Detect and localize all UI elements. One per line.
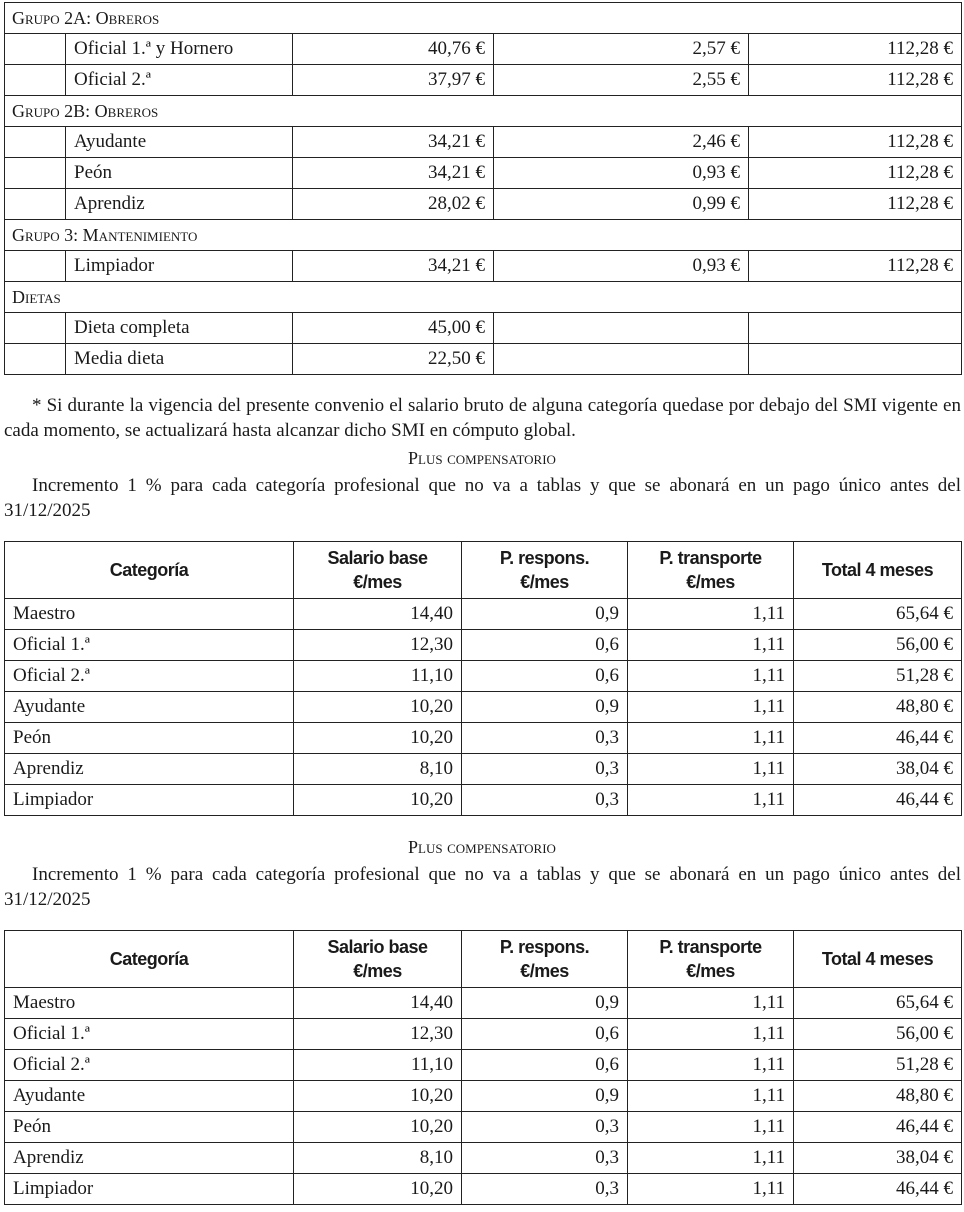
category-cell: Oficial 2.ª	[5, 661, 294, 692]
group-row	[5, 3, 962, 34]
table-row	[5, 313, 962, 344]
value-cell: 1,11	[628, 599, 794, 630]
value-cell: 40,76 €	[293, 34, 494, 65]
value-cell: 112,28 €	[749, 65, 962, 96]
table-row	[5, 1112, 962, 1143]
category-cell: Peón	[5, 723, 294, 754]
value-cell: 56,00 €	[794, 1019, 962, 1050]
header-row	[5, 542, 962, 599]
value-cell: 112,28 €	[749, 158, 962, 189]
section-title: Plus compensatorio	[408, 448, 556, 468]
category-cell: Peón	[66, 158, 293, 189]
value-cell: 12,30	[294, 1019, 462, 1050]
category-cell: Oficial 2.ª	[5, 1050, 294, 1081]
value-cell	[494, 344, 749, 375]
value-cell: 28,02 €	[293, 189, 494, 220]
value-cell: 1,11	[628, 1143, 794, 1174]
column-header: Salario base €/mes	[294, 542, 462, 599]
plus-table	[4, 541, 962, 816]
category-cell: Media dieta	[66, 344, 293, 375]
table-row	[5, 1081, 962, 1112]
indent-cell	[5, 34, 66, 65]
value-cell: 2,57 €	[494, 34, 749, 65]
value-cell: 46,44 €	[794, 785, 962, 816]
plus-table	[4, 930, 962, 1205]
value-cell: 0,9	[462, 988, 628, 1019]
value-cell: 1,11	[628, 1174, 794, 1205]
value-cell: 0,6	[462, 1019, 628, 1050]
value-cell: 65,64 €	[794, 599, 962, 630]
group-title: Grupo 2B: Obreros	[5, 96, 962, 127]
table-row	[5, 158, 962, 189]
column-header: Total 4 meses	[794, 542, 962, 599]
category-cell: Limpiador	[5, 785, 294, 816]
category-cell: Aprendiz	[5, 754, 294, 785]
group-row	[5, 282, 962, 313]
table-row	[5, 344, 962, 375]
value-cell: 12,30	[294, 630, 462, 661]
value-cell: 0,93 €	[494, 158, 749, 189]
value-cell: 10,20	[294, 1174, 462, 1205]
category-cell: Peón	[5, 1112, 294, 1143]
value-cell: 1,11	[628, 723, 794, 754]
value-cell: 1,11	[628, 1019, 794, 1050]
column-header: P. transporte €/mes	[628, 931, 794, 988]
category-cell: Aprendiz	[66, 189, 293, 220]
value-cell: 56,00 €	[794, 630, 962, 661]
table-row	[5, 661, 962, 692]
category-cell: Limpiador	[66, 251, 293, 282]
category-cell: Aprendiz	[5, 1143, 294, 1174]
value-cell: 0,3	[462, 1143, 628, 1174]
value-cell: 34,21 €	[293, 251, 494, 282]
value-cell: 0,6	[462, 630, 628, 661]
value-cell: 37,97 €	[293, 65, 494, 96]
value-cell: 0,3	[462, 754, 628, 785]
value-cell: 0,6	[462, 661, 628, 692]
indent-cell	[5, 65, 66, 96]
value-cell	[749, 313, 962, 344]
indent-cell	[5, 127, 66, 158]
value-cell: 0,3	[462, 1112, 628, 1143]
table-row	[5, 754, 962, 785]
table-row	[5, 1143, 962, 1174]
category-cell: Dieta completa	[66, 313, 293, 344]
value-cell: 112,28 €	[749, 189, 962, 220]
section-text: Incremento 1 % para cada categoría profesional que no va a tablas y que se abonará en un pago único antes del 31/12/2025	[4, 475, 961, 521]
column-header: Categoría	[5, 931, 294, 988]
value-cell: 1,11	[628, 1112, 794, 1143]
category-cell: Maestro	[5, 599, 294, 630]
category-cell: Oficial 2.ª	[66, 65, 293, 96]
value-cell: 38,04 €	[794, 1143, 962, 1174]
table-row	[5, 630, 962, 661]
column-header: P. respons. €/mes	[462, 931, 628, 988]
value-cell: 46,44 €	[794, 1112, 962, 1143]
value-cell: 51,28 €	[794, 661, 962, 692]
category-cell: Ayudante	[66, 127, 293, 158]
value-cell: 112,28 €	[749, 251, 962, 282]
value-cell: 1,11	[628, 1050, 794, 1081]
value-cell: 10,20	[294, 692, 462, 723]
category-cell: Maestro	[5, 988, 294, 1019]
table-row	[5, 1019, 962, 1050]
value-cell: 11,10	[294, 1050, 462, 1081]
table-row	[5, 785, 962, 816]
value-cell: 1,11	[628, 988, 794, 1019]
value-cell: 22,50 €	[293, 344, 494, 375]
value-cell: 8,10	[294, 754, 462, 785]
group-row	[5, 220, 962, 251]
value-cell: 112,28 €	[749, 127, 962, 158]
table-row	[5, 189, 962, 220]
value-cell: 46,44 €	[794, 723, 962, 754]
value-cell: 112,28 €	[749, 34, 962, 65]
table-row	[5, 599, 962, 630]
value-cell: 65,64 €	[794, 988, 962, 1019]
category-cell: Oficial 1.ª	[5, 1019, 294, 1050]
value-cell: 1,11	[628, 692, 794, 723]
value-cell: 51,28 €	[794, 1050, 962, 1081]
value-cell: 1,11	[628, 1081, 794, 1112]
salary-table	[4, 2, 962, 375]
column-header: Categoría	[5, 542, 294, 599]
column-header: P. respons. €/mes	[462, 542, 628, 599]
category-cell: Ayudante	[5, 1081, 294, 1112]
group-title: Grupo 3: Mantenimiento	[5, 220, 962, 251]
value-cell: 48,80 €	[794, 692, 962, 723]
table-row	[5, 251, 962, 282]
value-cell: 2,55 €	[494, 65, 749, 96]
value-cell: 34,21 €	[293, 127, 494, 158]
category-cell: Oficial 1.ª y Hornero	[66, 34, 293, 65]
value-cell	[749, 344, 962, 375]
value-cell: 1,11	[628, 630, 794, 661]
header-row	[5, 931, 962, 988]
indent-cell	[5, 251, 66, 282]
value-cell: 48,80 €	[794, 1081, 962, 1112]
column-header: Salario base €/mes	[294, 931, 462, 988]
value-cell: 10,20	[294, 1112, 462, 1143]
section-text: Incremento 1 % para cada categoría profesional que no va a tablas y que se abonará en un pago único antes del 31/12/2025	[4, 864, 961, 910]
group-row	[5, 96, 962, 127]
indent-cell	[5, 189, 66, 220]
value-cell: 10,20	[294, 1081, 462, 1112]
note-paragraph: * Si durante la vigencia del presente convenio el salario bruto de alguna categoría quedase por debajo del SMI vigente en cada momento, se actualizará hasta alcanzar dicho SMI en cómputo global.	[4, 395, 961, 441]
indent-cell	[5, 158, 66, 189]
value-cell: 2,46 €	[494, 127, 749, 158]
value-cell: 10,20	[294, 723, 462, 754]
category-cell: Limpiador	[5, 1174, 294, 1205]
value-cell: 0,6	[462, 1050, 628, 1081]
value-cell: 1,11	[628, 661, 794, 692]
value-cell: 0,99 €	[494, 189, 749, 220]
value-cell: 45,00 €	[293, 313, 494, 344]
table-row	[5, 127, 962, 158]
table-row	[5, 1050, 962, 1081]
category-cell: Oficial 1.ª	[5, 630, 294, 661]
value-cell	[494, 313, 749, 344]
table-row	[5, 988, 962, 1019]
column-header: Total 4 meses	[794, 931, 962, 988]
value-cell: 0,93 €	[494, 251, 749, 282]
value-cell: 14,40	[294, 599, 462, 630]
table-row	[5, 692, 962, 723]
table-row	[5, 1174, 962, 1205]
value-cell: 0,3	[462, 723, 628, 754]
indent-cell	[5, 344, 66, 375]
column-header: P. transporte €/mes	[628, 542, 794, 599]
value-cell: 0,9	[462, 1081, 628, 1112]
table-row	[5, 65, 962, 96]
table-row	[5, 34, 962, 65]
value-cell: 1,11	[628, 785, 794, 816]
value-cell: 11,10	[294, 661, 462, 692]
table-row	[5, 723, 962, 754]
value-cell: 34,21 €	[293, 158, 494, 189]
indent-cell	[5, 313, 66, 344]
value-cell: 0,9	[462, 692, 628, 723]
value-cell: 14,40	[294, 988, 462, 1019]
value-cell: 1,11	[628, 754, 794, 785]
category-cell: Ayudante	[5, 692, 294, 723]
value-cell: 0,3	[462, 1174, 628, 1205]
group-title: Grupo 2A: Obreros	[5, 3, 962, 34]
value-cell: 10,20	[294, 785, 462, 816]
value-cell: 8,10	[294, 1143, 462, 1174]
value-cell: 46,44 €	[794, 1174, 962, 1205]
value-cell: 38,04 €	[794, 754, 962, 785]
section-title: Plus compensatorio	[408, 837, 556, 857]
group-title: Dietas	[5, 282, 962, 313]
value-cell: 0,9	[462, 599, 628, 630]
value-cell: 0,3	[462, 785, 628, 816]
